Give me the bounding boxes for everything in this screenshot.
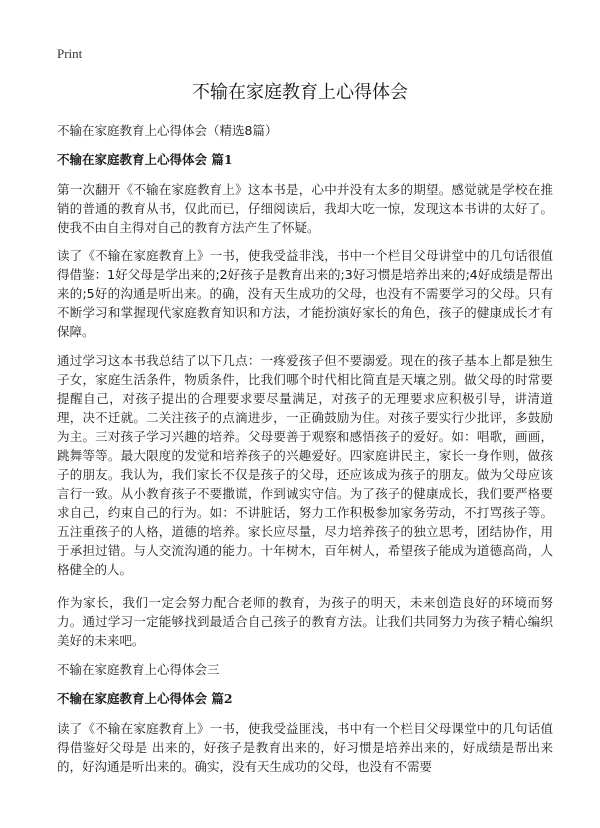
paragraph-4: 作为家长，我们一定会努力配合老师的教育，为孩子的明天，未来创造良好的环境而努力。通过学习一定能够找到最适合自己孩子的教育方法。让我们共同努力为孩子精心编织美好的未来吧。 [57, 595, 553, 648]
paragraph-6: 读了《不输在家庭教育上》一书，使我受益匪浅，书中有一个栏目父母课堂中的几句话值得借鉴好父母是 出来的，好孩子是教育出来的，好习惯是培养出来的，好成绩是帮出来的，好沟通是听出来的。确实，没有天生成功的父母，也没有不需要 [57, 721, 553, 774]
print-link[interactable]: Print [57, 46, 83, 61]
page-title: 不输在家庭教育上心得体会 [192, 82, 408, 103]
paragraph-5: 不输在家庭教育上心得体会三 [57, 662, 220, 677]
document-subtitle: 不输在家庭教育上心得体会（精选8篇） [57, 123, 278, 138]
section-heading-1: 不输在家庭教育上心得体会 篇1 [57, 152, 233, 167]
paragraph-3: 通过学习这本书我总结了以下几点：一疼爱孩子但不要溺爱。现在的孩子基本上都是独生子女，家庭生活条件，物质条件，比我们哪个时代相比简直是天壤之别。做父母的时常要提醒自己，对孩子提出的合理要求要尽量满足，对孩子的无理要求应积极引导，讲清道理，决不迁就。二关注孩子的点滴进步，一正确鼓励为住。对孩子要实行少批评，多鼓励为主。三对孩子学习兴趣的培养。父母要善于观察和感悟孩子的爱好。如：唱歌，画画，跳舞等等。最大限度的发觉和培养孩子的兴趣爱好。四家庭讲民主，家长一身作则，做孩子的朋友。我认为，我们家长不仅是孩子的父母，还应该成为孩子的朋友。做为父母应该言行一致。从小教育孩子不要撒谎，作到诚实守信。为了孩子的健康成长，我们要严格要求自己，约束自己的行为。如：不讲脏话，努力工作积极参加家务劳动，不打骂孩子等。五注重孩子的人格，道德的培养。家长应尽量，尽力培养孩子的独立思考，团结协作，用于承担过错。与人交流沟通的能力。十年树木，百年树人，希望孩子能成为道德高尚，人格健全的人。 [57, 353, 553, 577]
paragraph-2: 读了《不输在家庭教育上》一书，使我受益非浅，书中一个栏目父母讲堂中的几句话很值得借鉴：1好父母是学出来的;2好孩子是教育出来的;3好习惯是培养出来的;4好成绩是帮出来的;5好的沟通是听出来。的确，没有天生成功的父母，也没有不需要学习的父母。只有不断学习和掌握现代家庭教育知识和方法，才能扮演好家长的角色，孩子的健康成长才有保障。 [57, 248, 553, 339]
paragraph-1: 第一次翻开《不输在家庭教育上》这本书是，心中并没有太多的期望。感觉就是学校在推销的普通的教育从书，仅此而已，仔细阅读后，我却大吃一惊，发现这本书讲的太好了。使我不由自主得对自己的教育方法产生了怀疑。 [57, 182, 553, 235]
section-heading-2: 不输在家庭教育上心得体会 篇2 [57, 691, 233, 706]
